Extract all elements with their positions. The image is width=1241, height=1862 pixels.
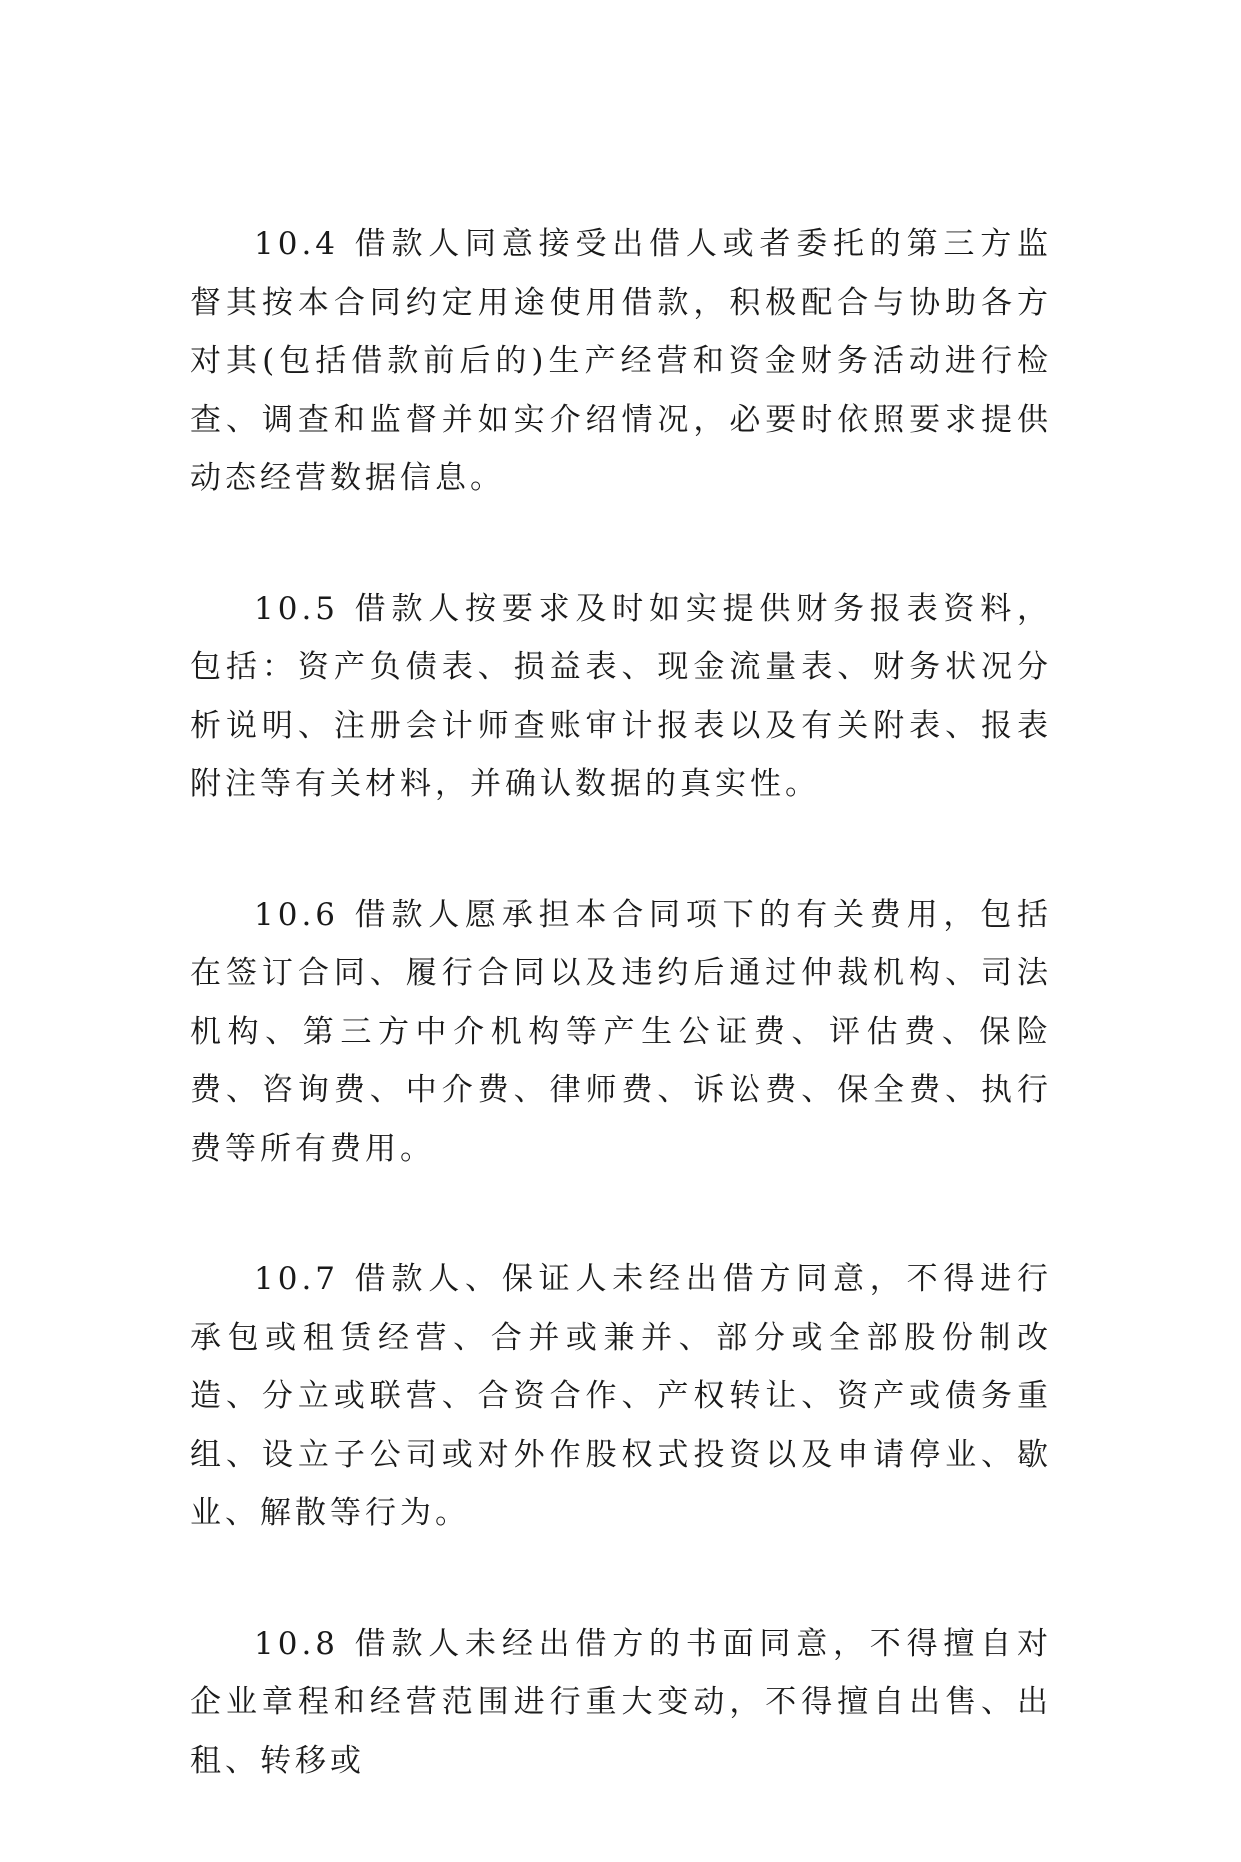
clause-10-8: 10.8 借款人未经出借方的书面同意，不得擅自对企业章程和经营范围进行重大变动，不得擅自出售、出租、转移或 [190,1625,1052,1779]
document-body [190,215,1052,1862]
clause-10-7: 10.7 借款人、保证人未经出借方同意，不得进行承包或租赁经营、合并或兼并、部分或全部股份制改造、分立或联营、合资合作、产权转让、资产或债务重组、设立子公司或对外作股权式投资以及申请停业、歇业、解散等行为。 [190,1261,1052,1531]
clause-10-6: 10.6 借款人愿承担本合同项下的有关费用，包括在签订合同、履行合同以及违约后通过仲裁机构、司法机构、第三方中介机构等产生公证费、评估费、保险费、咨询费、中介费、律师费、诉讼费、保全费、执行费等所有费用。 [190,896,1052,1167]
clause-10-4: 10.4 借款人同意接受出借人或者委托的第三方监督其按本合同约定用途使用借款，积极配合与协助各方对其(包括借款前后的)生产经营和资金财务活动进行检查、调查和监督并如实介绍情况，必要时依照要求提供动态经营数据信息。 [190,226,1052,496]
clause-10-5: 10.5 借款人按要求及时如实提供财务报表资料，包括：资产负债表、损益表、现金流量表、财务状况分析说明、注册会计师查账审计报表以及有关附表、报表附注等有关材料，并确认数据的真实性。 [190,590,1052,802]
